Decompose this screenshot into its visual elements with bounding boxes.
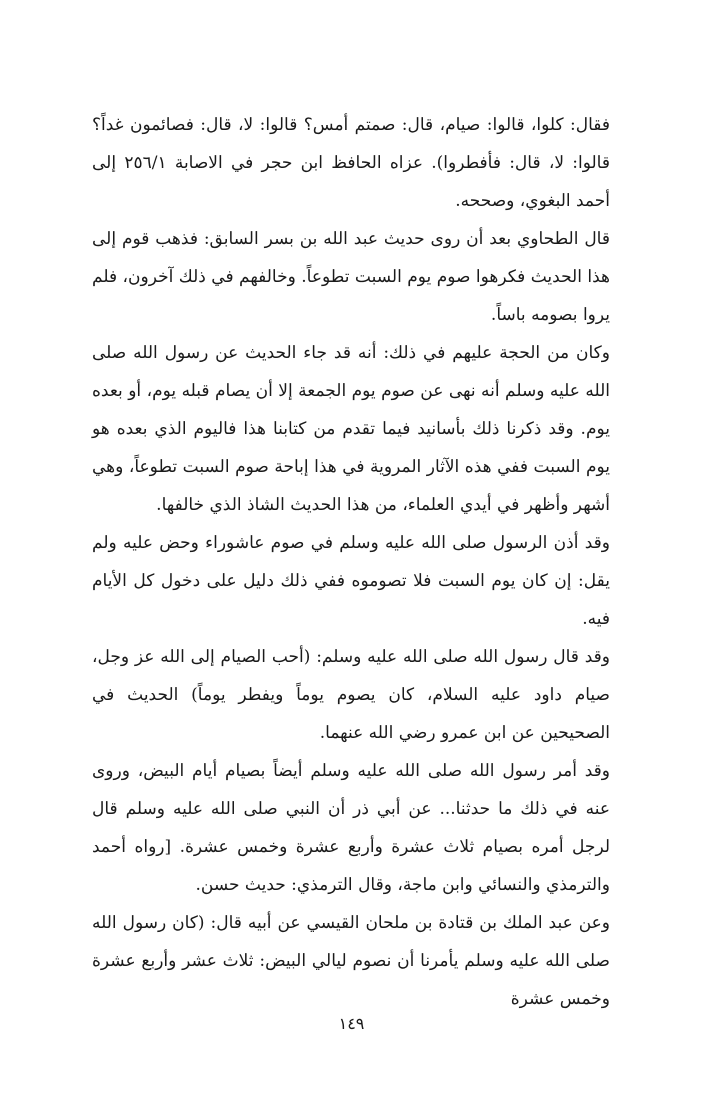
paragraph-1: فقال: كلوا، قالوا: صيام، قال: صمتم أمس؟ قالوا: لا، قال: فصائمون غداً؟ قالوا: لا، قال: فأفطروا). عزاه الحافظ ابن حجر في الاصابة ٢٥٦/١ إلى أحمد البغوي، وصححه. xyxy=(92,115,610,211)
page-body xyxy=(92,106,610,1009)
paragraph-5: وقد قال رسول الله صلى الله عليه وسلم: (أحب الصيام إلى الله عز وجل، صيام داود عليه السلام، كان يصوم يوماً ويفطر يوماً) الحديث في الصحيحين عن ابن عمرو رضي الله عنهما. xyxy=(92,647,610,743)
paragraph-4: وقد أذن الرسول صلى الله عليه وسلم في صوم عاشوراء وحض عليه ولم يقل: إن كان يوم السبت فلا تصوموه ففي ذلك دليل على دخول كل الأيام فيه. xyxy=(92,533,610,629)
paragraph-3: وكان من الحجة عليهم في ذلك: أنه قد جاء الحديث عن رسول الله صلى الله عليه وسلم أنه نهى عن صوم يوم الجمعة إلا أن يصام قبله يوم، أو بعده يوم. وقد ذكرنا ذلك بأسانيد فيما تقدم من كتابنا هذا فاليوم الذي بعده هو يوم السبت ففي هذه الآثار المروية في هذا إباحة صوم السبت تطوعاً، وهي أشهر وأظهر في أيدي العلماء، من هذا الحديث الشاذ الذي خالفها. xyxy=(92,343,610,515)
paragraph-6: وقد أمر رسول الله صلى الله عليه وسلم أيضاً بصيام أيام البيض، وروى عنه في ذلك ما حدثنا... عن أبي ذر أن النبي صلى الله عليه وسلم قال لرجل أمره بصيام ثلاث عشرة وأربع عشرة وخمس عشرة. [رواه أحمد والترمذي والنسائي وابن ماجة، وقال الترمذي: حديث حسن. xyxy=(92,761,610,895)
paragraph-7: وعن عبد الملك بن قتادة بن ملحان القيسي عن أبيه قال: (كان رسول الله صلى الله عليه وسلم يأمرنا أن نصوم ليالي البيض: ثلاث عشر وأربع عشرة وخمس عشرة xyxy=(92,913,610,1009)
paragraph-2: قال الطحاوي بعد أن روى حديث عبد الله بن بسر السابق: فذهب قوم إلى هذا الحديث فكرهوا صوم يوم السبت تطوعاً. وخالفهم في ذلك آخرون، فلم يروا بصومه باساً. xyxy=(92,229,610,325)
page-number: ١٤٩ xyxy=(338,1014,365,1033)
